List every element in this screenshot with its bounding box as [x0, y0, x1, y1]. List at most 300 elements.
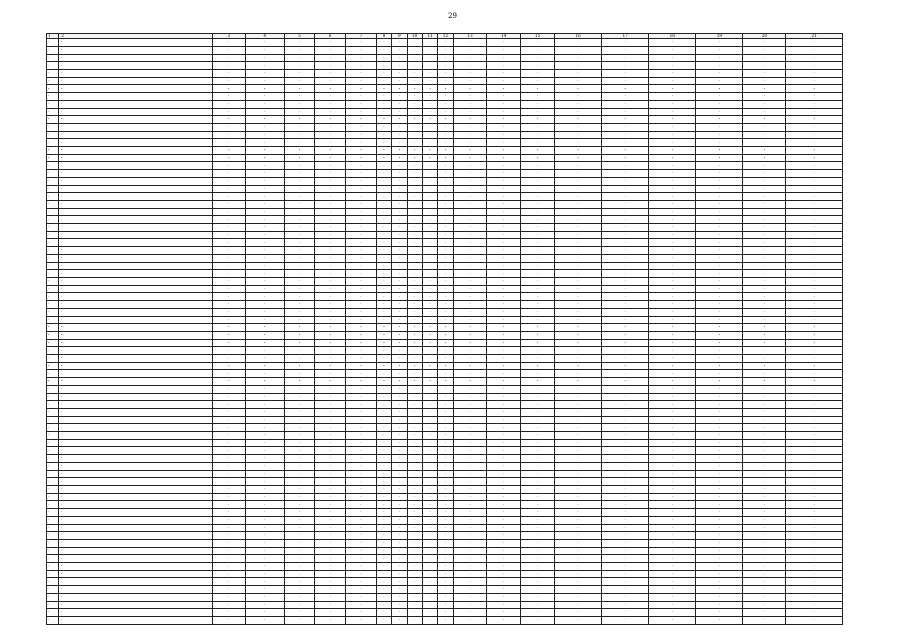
table-cell: ·: [554, 278, 601, 286]
page-number: 29: [448, 12, 457, 20]
table-cell: ·: [407, 285, 422, 293]
table-row: [47, 462, 843, 470]
table-cell: ·: [392, 77, 407, 85]
table-row: [47, 293, 843, 301]
table-cell: ·: [649, 493, 696, 501]
table-cell: ·: [284, 609, 315, 617]
table-cell: ·: [245, 478, 284, 486]
table-cell: ·: [346, 216, 377, 224]
table-cell: ·: [521, 278, 555, 286]
table-cell: ·: [284, 293, 315, 301]
table-cell: ·: [59, 231, 213, 239]
table-cell: ·: [346, 539, 377, 547]
table-cell: ·: [47, 154, 59, 162]
table-cell: ·: [346, 478, 377, 486]
table-cell: ·: [422, 131, 437, 139]
table-cell: ·: [696, 524, 743, 532]
table-cell: ·: [743, 62, 786, 70]
table-cell: ·: [212, 470, 245, 478]
table-cell: ·: [407, 424, 422, 432]
table-cell: ·: [346, 601, 377, 609]
table-cell: ·: [422, 154, 437, 162]
table-cell: ·: [47, 563, 59, 571]
table-cell: ·: [422, 93, 437, 101]
table-cell: ·: [602, 247, 649, 255]
table-cell: ·: [315, 123, 346, 131]
table-row: [47, 270, 843, 278]
table-cell: ·: [407, 54, 422, 62]
table-cell: ·: [212, 177, 245, 185]
table-cell: ·: [407, 555, 422, 563]
table-cell: ·: [212, 170, 245, 178]
table-cell: ·: [696, 324, 743, 332]
table-cell: ·: [315, 208, 346, 216]
table-cell: ·: [392, 177, 407, 185]
table-cell: ·: [346, 224, 377, 232]
table-cell: ·: [453, 539, 487, 547]
table-cell: ·: [59, 455, 213, 463]
table-cell: ·: [376, 154, 391, 162]
table-cell: ·: [453, 424, 487, 432]
table-cell: ·: [696, 485, 743, 493]
table-cell: ·: [346, 54, 377, 62]
table-cell: ·: [696, 85, 743, 93]
table-cell: ·: [245, 293, 284, 301]
table-cell: ·: [649, 93, 696, 101]
table-cell: ·: [554, 455, 601, 463]
table-cell: ·: [696, 216, 743, 224]
table-cell: ·: [649, 439, 696, 447]
table-cell: ·: [407, 147, 422, 155]
table-cell: ·: [649, 593, 696, 601]
table-cell: ·: [487, 193, 521, 201]
table-cell: ·: [696, 516, 743, 524]
table-cell: ·: [602, 516, 649, 524]
table-row: [47, 578, 843, 586]
table-cell: ·: [422, 70, 437, 78]
group-row: [47, 154, 843, 162]
table-cell: ·: [346, 362, 377, 370]
table-cell: ·: [422, 439, 437, 447]
table-cell: ·: [438, 147, 453, 155]
table-cell: ·: [392, 570, 407, 578]
table-cell: ·: [487, 285, 521, 293]
table-cell: ·: [743, 501, 786, 509]
table-cell: ·: [47, 601, 59, 609]
table-cell: ·: [521, 285, 555, 293]
table-cell: ·: [743, 139, 786, 147]
table-cell: ·: [487, 355, 521, 363]
table-cell: ·: [346, 262, 377, 270]
table-cell: ·: [554, 578, 601, 586]
table-cell: ·: [696, 285, 743, 293]
table-cell: ·: [453, 532, 487, 540]
table-cell: ·: [453, 177, 487, 185]
table-cell: ·: [554, 470, 601, 478]
table-cell: ·: [284, 139, 315, 147]
table-cell: ·: [407, 455, 422, 463]
table-cell: ·: [392, 555, 407, 563]
table-cell: ·: [487, 501, 521, 509]
table-cell: ·: [245, 147, 284, 155]
table-cell: ·: [407, 524, 422, 532]
table-cell: ·: [47, 408, 59, 416]
table-cell: ·: [407, 231, 422, 239]
table-cell: ·: [602, 593, 649, 601]
table-cell: ·: [407, 401, 422, 409]
table-cell: ·: [212, 46, 245, 54]
table-cell: ·: [487, 586, 521, 594]
table-cell: ·: [392, 593, 407, 601]
table-row: [47, 601, 843, 609]
table-cell: ·: [487, 46, 521, 54]
table-cell: ·: [47, 100, 59, 108]
table-cell: ·: [521, 501, 555, 509]
table-cell: ·: [422, 316, 437, 324]
table-cell: ·: [743, 262, 786, 270]
table-cell: ·: [212, 408, 245, 416]
table-cell: ·: [602, 62, 649, 70]
table-cell: ·: [696, 270, 743, 278]
column-number-17: 17: [602, 34, 649, 39]
table-cell: ·: [59, 239, 213, 247]
table-cell: ·: [649, 316, 696, 324]
table-cell: ·: [487, 77, 521, 85]
table-cell: ·: [649, 324, 696, 332]
table-cell: ·: [407, 100, 422, 108]
table-cell: ·: [786, 54, 843, 62]
table-cell: ·: [315, 362, 346, 370]
table-cell: ·: [554, 285, 601, 293]
table-cell: ·: [212, 455, 245, 463]
table-cell: ·: [212, 39, 245, 47]
table-cell: ·: [649, 362, 696, 370]
table-cell: ·: [212, 347, 245, 355]
table-cell: ·: [407, 278, 422, 286]
table-cell: ·: [521, 54, 555, 62]
table-cell: ·: [245, 378, 284, 386]
table-cell: ·: [602, 424, 649, 432]
table-cell: ·: [649, 478, 696, 486]
table-cell: ·: [521, 208, 555, 216]
table-cell: ·: [453, 316, 487, 324]
table-cell: ·: [696, 262, 743, 270]
table-cell: ·: [59, 470, 213, 478]
table-cell: ·: [245, 301, 284, 309]
table-cell: ·: [554, 416, 601, 424]
table-cell: ·: [284, 462, 315, 470]
table-cell: ·: [786, 524, 843, 532]
table-cell: ·: [284, 601, 315, 609]
table-cell: ·: [521, 254, 555, 262]
table-cell: ·: [743, 200, 786, 208]
table-cell: ·: [487, 455, 521, 463]
table-cell: ·: [438, 208, 453, 216]
table-cell: ·: [487, 408, 521, 416]
table-cell: ·: [47, 347, 59, 355]
table-cell: ·: [47, 509, 59, 517]
table-cell: ·: [212, 62, 245, 70]
table-cell: ·: [422, 46, 437, 54]
table-cell: ·: [392, 216, 407, 224]
table-cell: ·: [376, 270, 391, 278]
table-cell: ·: [407, 216, 422, 224]
table-cell: ·: [47, 200, 59, 208]
column-number-16: 16: [554, 34, 601, 39]
table-cell: ·: [786, 200, 843, 208]
table-cell: ·: [315, 401, 346, 409]
table-cell: ·: [315, 293, 346, 301]
table-cell: ·: [284, 447, 315, 455]
table-cell: ·: [696, 547, 743, 555]
table-cell: ·: [453, 393, 487, 401]
table-cell: ·: [245, 77, 284, 85]
table-cell: ·: [743, 532, 786, 540]
data-table: [46, 33, 843, 625]
table-cell: ·: [47, 193, 59, 201]
table-cell: ·: [743, 123, 786, 131]
table-cell: ·: [487, 347, 521, 355]
table-cell: ·: [649, 123, 696, 131]
table-cell: ·: [602, 193, 649, 201]
table-cell: ·: [554, 62, 601, 70]
table-cell: ·: [284, 563, 315, 571]
table-cell: ·: [554, 432, 601, 440]
table-cell: ·: [212, 447, 245, 455]
table-cell: ·: [392, 401, 407, 409]
table-cell: ·: [315, 70, 346, 78]
table-cell: ·: [284, 239, 315, 247]
table-cell: ·: [438, 331, 453, 339]
table-cell: ·: [554, 147, 601, 155]
table-cell: ·: [554, 408, 601, 416]
table-cell: ·: [212, 601, 245, 609]
table-cell: ·: [487, 362, 521, 370]
table-cell: ·: [284, 185, 315, 193]
table-cell: ·: [696, 54, 743, 62]
table-cell: ·: [786, 509, 843, 517]
table-cell: ·: [47, 185, 59, 193]
table-cell: ·: [346, 470, 377, 478]
table-cell: ·: [245, 586, 284, 594]
table-cell: ·: [602, 485, 649, 493]
table-cell: ·: [422, 100, 437, 108]
table-cell: ·: [376, 439, 391, 447]
table-cell: ·: [245, 601, 284, 609]
table-cell: ·: [315, 139, 346, 147]
table-cell: ·: [696, 447, 743, 455]
table-cell: ·: [521, 347, 555, 355]
table-cell: ·: [392, 539, 407, 547]
table-cell: ·: [346, 485, 377, 493]
table-cell: ·: [315, 46, 346, 54]
table-cell: ·: [487, 308, 521, 316]
table-cell: ·: [284, 616, 315, 624]
table-cell: ·: [284, 509, 315, 517]
table-cell: ·: [453, 347, 487, 355]
table-cell: ·: [284, 408, 315, 416]
table-cell: ·: [284, 285, 315, 293]
table-row: [47, 393, 843, 401]
table-cell: ·: [649, 393, 696, 401]
table-cell: ·: [438, 185, 453, 193]
table-cell: ·: [59, 39, 213, 47]
table-cell: ·: [346, 231, 377, 239]
table-cell: ·: [346, 254, 377, 262]
table-cell: ·: [245, 555, 284, 563]
table-cell: ·: [284, 247, 315, 255]
column-number-15: 15: [521, 34, 555, 39]
table-cell: ·: [392, 493, 407, 501]
table-cell: ·: [554, 177, 601, 185]
table-cell: ·: [47, 308, 59, 316]
table-cell: ·: [743, 455, 786, 463]
table-cell: ·: [245, 432, 284, 440]
table-cell: ·: [453, 278, 487, 286]
table-cell: ·: [422, 516, 437, 524]
table-cell: ·: [346, 301, 377, 309]
table-cell: ·: [422, 432, 437, 440]
table-cell: ·: [315, 593, 346, 601]
table-cell: ·: [453, 462, 487, 470]
table-row: [47, 185, 843, 193]
table-cell: ·: [602, 116, 649, 124]
table-cell: ·: [245, 331, 284, 339]
table-cell: ·: [346, 70, 377, 78]
table-cell: ·: [392, 139, 407, 147]
table-cell: ·: [376, 39, 391, 47]
table-cell: ·: [422, 362, 437, 370]
table-cell: ·: [315, 509, 346, 517]
table-cell: ·: [743, 401, 786, 409]
table-cell: ·: [315, 231, 346, 239]
table-cell: ·: [438, 439, 453, 447]
table-cell: ·: [487, 331, 521, 339]
table-cell: ·: [696, 131, 743, 139]
table-cell: ·: [743, 254, 786, 262]
table-cell: ·: [47, 162, 59, 170]
table-cell: ·: [649, 116, 696, 124]
table-cell: ·: [743, 570, 786, 578]
table-cell: ·: [392, 262, 407, 270]
table-cell: ·: [602, 77, 649, 85]
table-cell: ·: [376, 532, 391, 540]
table-cell: ·: [392, 385, 407, 393]
table-cell: ·: [649, 455, 696, 463]
table-cell: ·: [554, 347, 601, 355]
table-cell: ·: [284, 324, 315, 332]
table-cell: ·: [346, 123, 377, 131]
table-cell: ·: [453, 493, 487, 501]
table-cell: ·: [521, 470, 555, 478]
table-cell: ·: [59, 254, 213, 262]
table-row: [47, 62, 843, 70]
table-cell: ·: [422, 247, 437, 255]
table-cell: ·: [407, 539, 422, 547]
table-cell: ·: [284, 278, 315, 286]
table-cell: ·: [453, 247, 487, 255]
table-cell: ·: [422, 193, 437, 201]
table-cell: ·: [743, 509, 786, 517]
table-cell: ·: [438, 139, 453, 147]
table-cell: ·: [696, 347, 743, 355]
table-cell: ·: [438, 555, 453, 563]
table-cell: ·: [422, 162, 437, 170]
table-cell: ·: [315, 339, 346, 347]
column-number-1: 1: [47, 34, 59, 39]
table-cell: ·: [438, 200, 453, 208]
table-cell: ·: [59, 224, 213, 232]
table-cell: ·: [453, 170, 487, 178]
table-cell: ·: [554, 378, 601, 386]
table-cell: ·: [392, 339, 407, 347]
table-cell: ·: [284, 216, 315, 224]
table-cell: ·: [392, 193, 407, 201]
table-cell: ·: [453, 370, 487, 378]
table-cell: ·: [649, 485, 696, 493]
table-cell: ·: [245, 362, 284, 370]
table-cell: ·: [212, 401, 245, 409]
table-cell: ·: [245, 470, 284, 478]
table-cell: ·: [59, 578, 213, 586]
table-cell: ·: [376, 170, 391, 178]
table-cell: ·: [392, 147, 407, 155]
table-cell: ·: [521, 93, 555, 101]
table-cell: ·: [649, 108, 696, 116]
table-cell: ·: [696, 378, 743, 386]
table-cell: ·: [649, 432, 696, 440]
table-cell: ·: [521, 177, 555, 185]
table-cell: ·: [376, 455, 391, 463]
table-cell: ·: [376, 424, 391, 432]
table-cell: ·: [376, 123, 391, 131]
table-cell: ·: [392, 462, 407, 470]
table-cell: ·: [284, 308, 315, 316]
table-cell: ·: [453, 62, 487, 70]
table-cell: ·: [743, 193, 786, 201]
table-cell: ·: [521, 270, 555, 278]
table-cell: ·: [59, 539, 213, 547]
table-cell: ·: [422, 301, 437, 309]
table-cell: ·: [487, 293, 521, 301]
table-cell: ·: [453, 593, 487, 601]
table-cell: ·: [59, 162, 213, 170]
table-body: [47, 39, 843, 625]
table-cell: ·: [487, 509, 521, 517]
table-cell: ·: [407, 378, 422, 386]
table-cell: ·: [422, 493, 437, 501]
table-cell: ·: [602, 216, 649, 224]
table-cell: ·: [453, 254, 487, 262]
table-cell: ·: [315, 616, 346, 624]
table-cell: ·: [602, 224, 649, 232]
table-cell: ·: [438, 362, 453, 370]
table-cell: ·: [407, 239, 422, 247]
table-cell: ·: [407, 70, 422, 78]
table-cell: ·: [212, 123, 245, 131]
column-number-12: 12: [438, 34, 453, 39]
table-cell: ·: [245, 439, 284, 447]
table-cell: ·: [212, 285, 245, 293]
table-cell: ·: [346, 509, 377, 517]
table-cell: ·: [212, 485, 245, 493]
table-cell: ·: [376, 247, 391, 255]
table-cell: ·: [407, 39, 422, 47]
table-cell: ·: [521, 77, 555, 85]
table-cell: ·: [212, 85, 245, 93]
table-cell: ·: [743, 154, 786, 162]
table-cell: ·: [521, 185, 555, 193]
